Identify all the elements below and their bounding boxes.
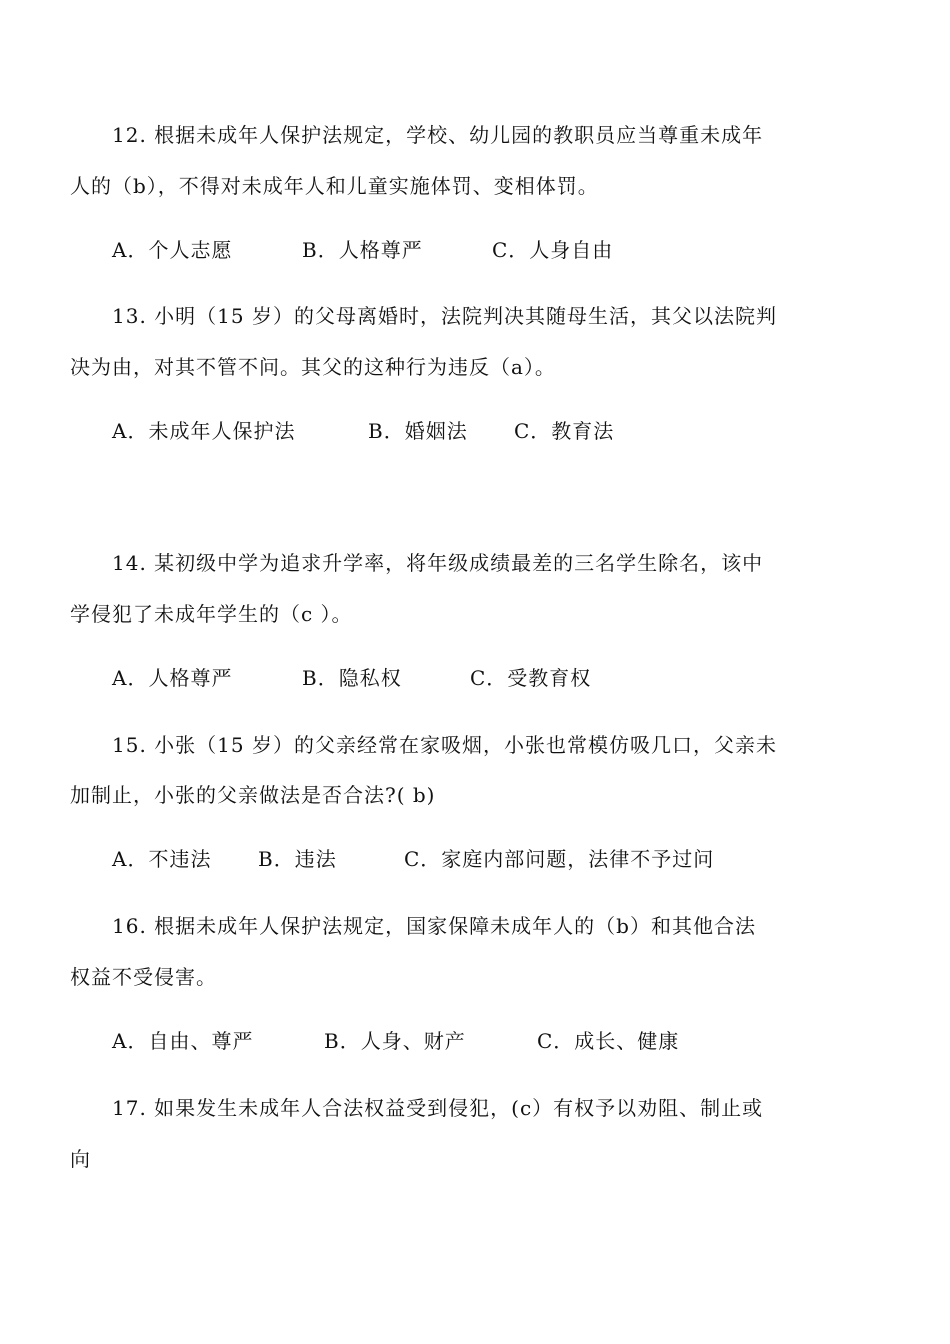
question-14-option-c: C．受教育权 bbox=[470, 666, 592, 690]
question-16-option-b: B．人身、财产 bbox=[324, 1029, 466, 1053]
question-15-options bbox=[0, 845, 950, 873]
question-14-line-2: 学侵犯了未成年学生的（c ）。 bbox=[70, 602, 353, 626]
question-13-line-1: 13. 小明（15 岁）的父母离婚时，法院判决其随母生活，其父以法院判 bbox=[112, 304, 777, 328]
question-17-line-2: 向 bbox=[70, 1147, 91, 1171]
question-17-line-1: 17. 如果发生未成年人合法权益受到侵犯，(c）有权予以劝阻、制止或 bbox=[112, 1096, 764, 1120]
question-13-option-c: C．教育法 bbox=[514, 419, 615, 443]
question-12-options bbox=[0, 236, 950, 264]
question-15-option-a: A．不违法 bbox=[112, 847, 212, 871]
question-12-option-a: A．个人志愿 bbox=[112, 238, 233, 262]
question-12-line-2: 人的（b），不得对未成年人和儿童实施体罚、变相体罚。 bbox=[70, 174, 599, 198]
question-12-option-c: C．人身自由 bbox=[492, 238, 614, 262]
question-15-option-c: C．家庭内部问题，法律不予过问 bbox=[404, 847, 715, 871]
question-13-options bbox=[0, 417, 950, 445]
question-12-line-1: 12. 根据未成年人保护法规定，学校、幼儿园的教职员应当尊重未成年 bbox=[112, 123, 764, 147]
question-13-option-a: A．未成年人保护法 bbox=[112, 419, 296, 443]
question-15-line-1: 15. 小张（15 岁）的父亲经常在家吸烟，小张也常模仿吸几口，父亲未 bbox=[112, 733, 777, 757]
question-16-line-1: 16. 根据未成年人保护法规定，国家保障未成年人的（b）和其他合法 bbox=[112, 914, 756, 938]
question-14-options bbox=[0, 664, 950, 692]
question-12-option-b: B．人格尊严 bbox=[302, 238, 423, 262]
question-14-option-b: B．隐私权 bbox=[302, 666, 402, 690]
question-16-line-2: 权益不受侵害。 bbox=[70, 965, 217, 989]
question-16-options bbox=[0, 1027, 950, 1055]
question-14-option-a: A．人格尊严 bbox=[112, 666, 233, 690]
question-14-line-1: 14. 某初级中学为追求升学率，将年级成绩最差的三名学生除名，该中 bbox=[112, 551, 764, 575]
question-13-line-2: 决为由，对其不管不问。其父的这种行为违反（a）。 bbox=[70, 355, 556, 379]
question-15-line-2: 加制止，小张的父亲做法是否合法?( b) bbox=[70, 783, 436, 807]
question-15-option-b: B．违法 bbox=[258, 847, 337, 871]
question-13-option-b: B．婚姻法 bbox=[368, 419, 468, 443]
question-16-option-a: A．自由、尊严 bbox=[112, 1029, 254, 1053]
question-16-option-c: C．成长、健康 bbox=[537, 1029, 680, 1053]
